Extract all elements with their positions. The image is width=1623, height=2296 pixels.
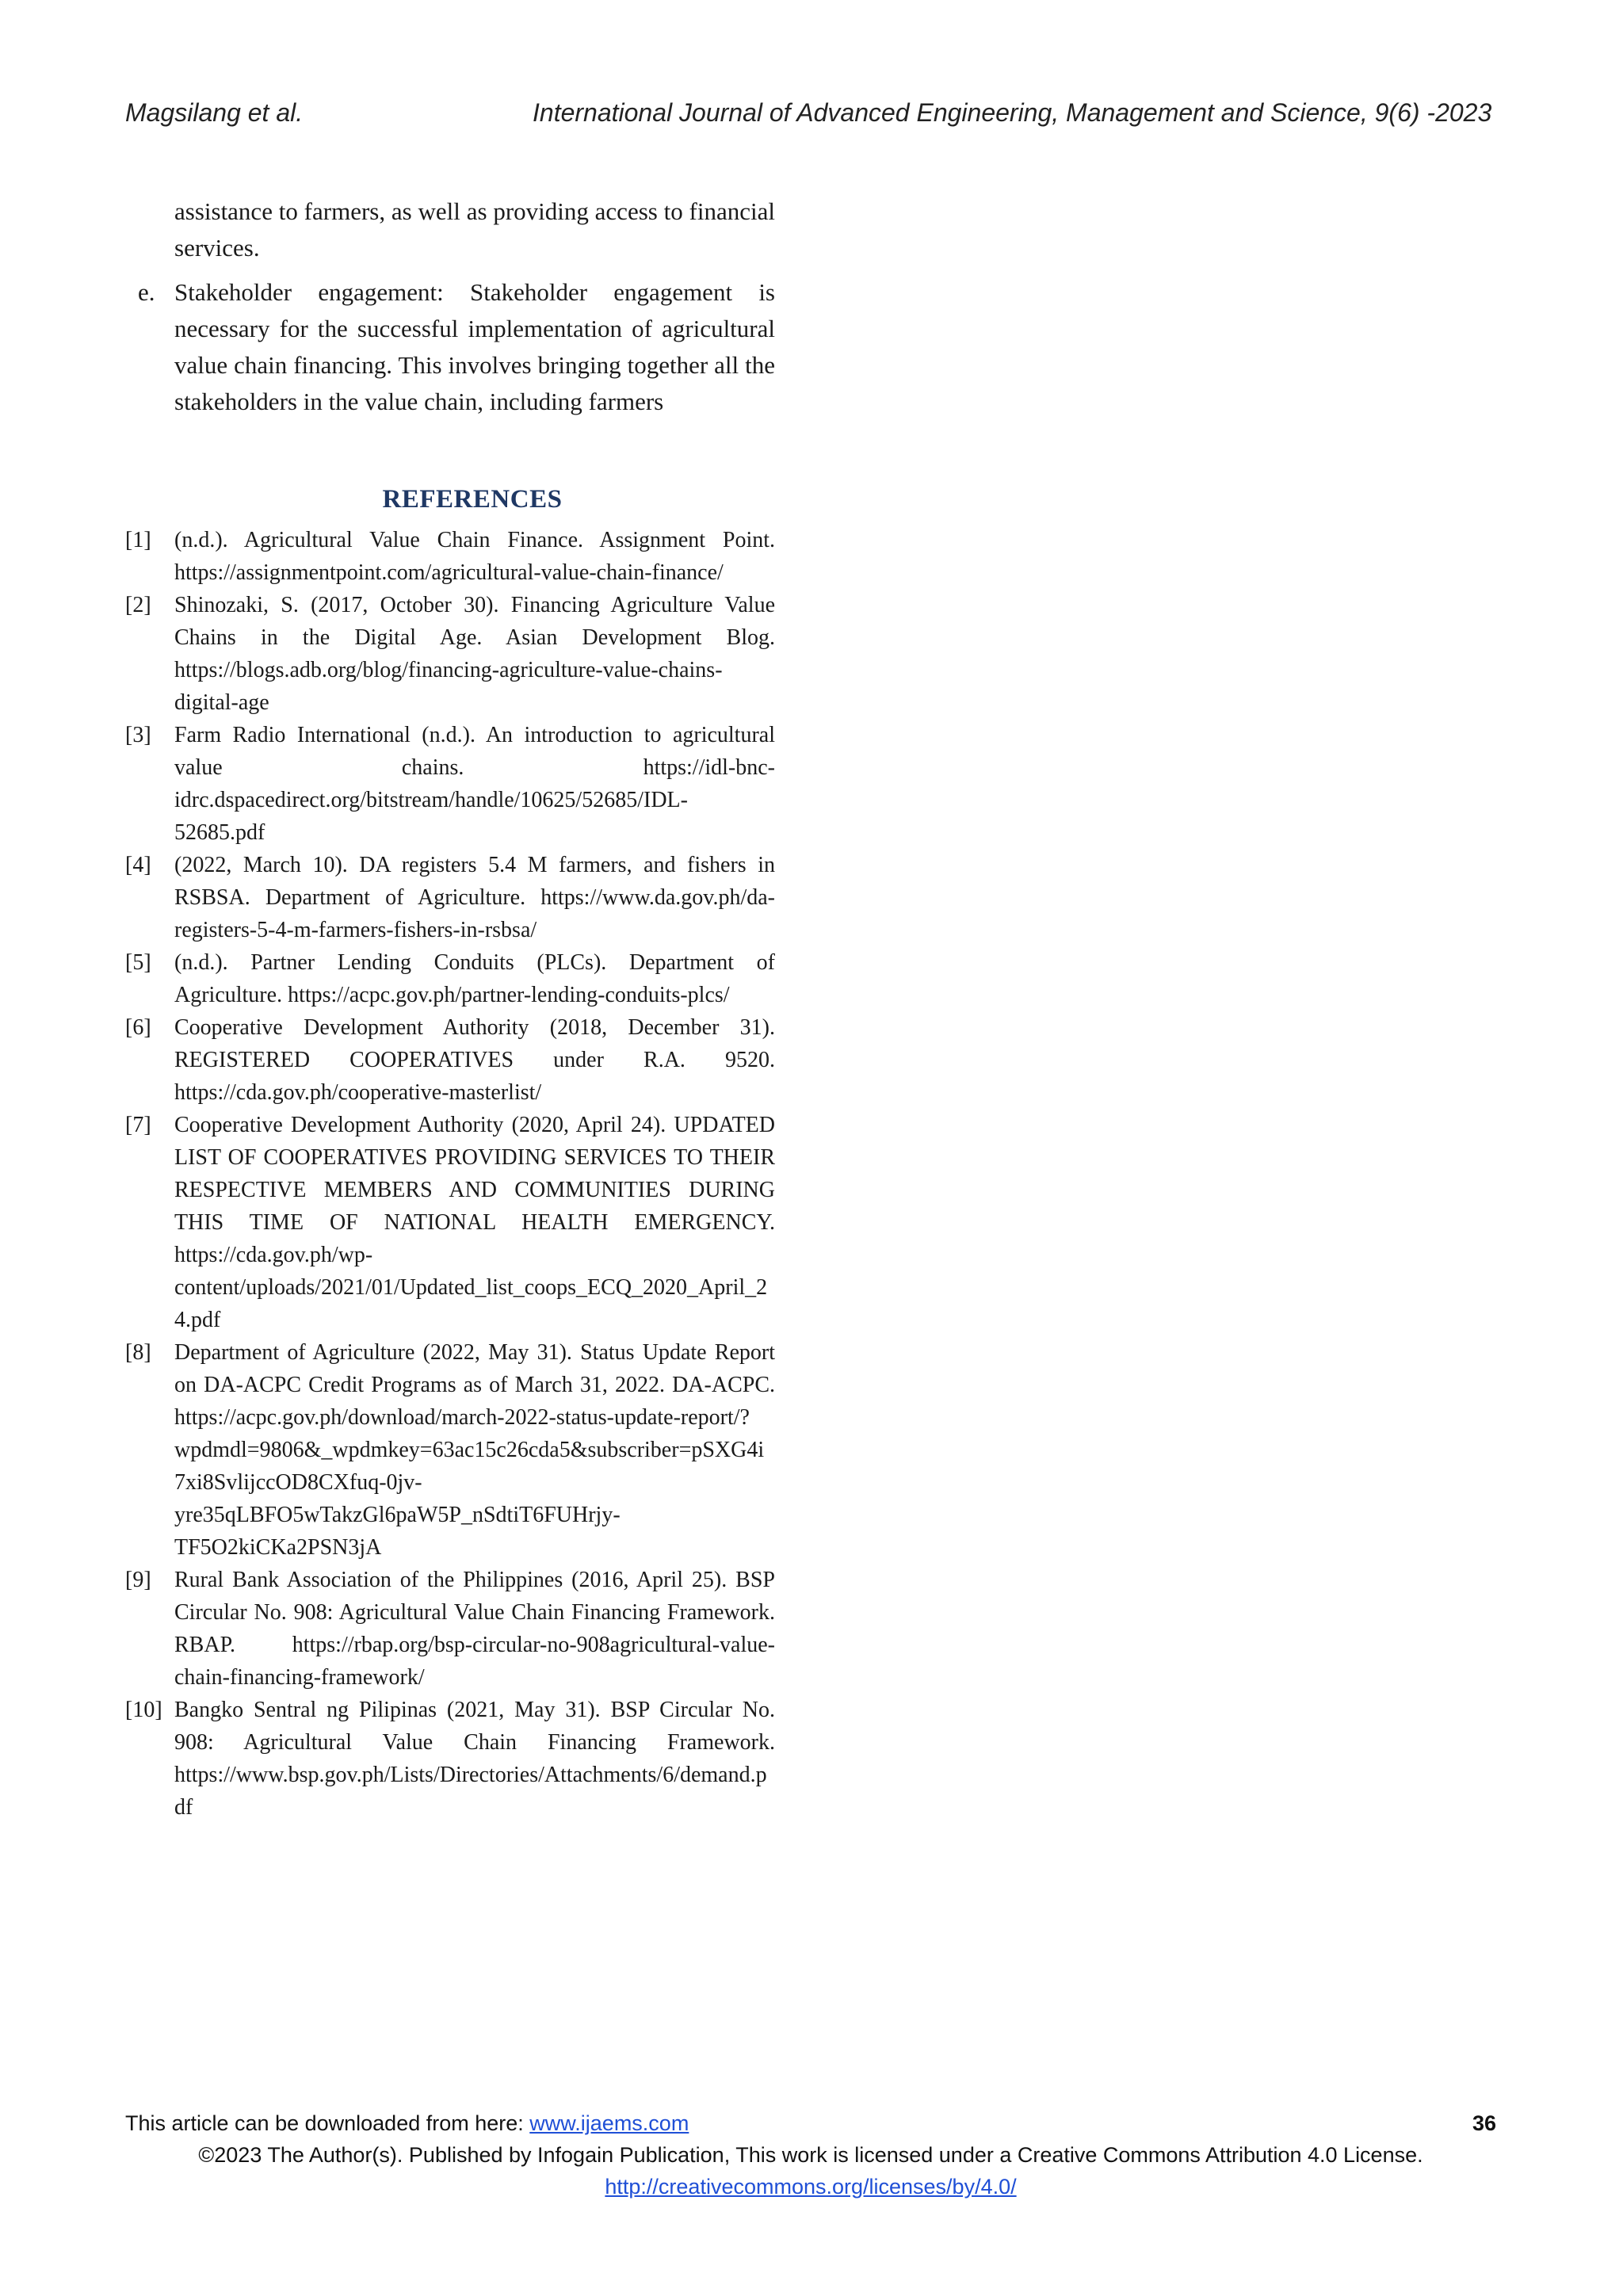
footer-download-line xyxy=(125,2111,1496,2136)
list-item-e xyxy=(125,274,775,420)
footer-license-text: ©2023 The Author(s). Published by Infogain Publication, This work is licensed under a Creative Commons Attribution 4.0 License. xyxy=(198,2143,1423,2167)
reference-text: (n.d.). Agricultural Value Chain Finance. Assignment Point. https://assignmentpoint.com/agricultural-value-chain-finance/ xyxy=(174,528,775,585)
reference-number: [3] xyxy=(125,723,151,747)
license-link[interactable]: http://creativecommons.org/licenses/by/4.0/ xyxy=(605,2175,1017,2199)
reference-item xyxy=(125,589,775,719)
list-item-text: Stakeholder engagement: Stakeholder engagement is necessary for the successful implementation of agricultural value chain financing. This involves bringing together all the stakeholders in the value chain, including farmers xyxy=(174,278,775,415)
reference-text: Bangko Sentral ng Pilipinas (2021, May 31). BSP Circular No. 908: Agricultural Value Chain Financing Framework. https://www.bsp.gov.ph/Lists/Directories/Attachments/6/demand.pdf xyxy=(174,1698,775,1820)
reference-text: Farm Radio International (n.d.). An introduction to agricultural value chains. https://idl-bnc-idrc.dspacedirect.org/bitstream/handle/10625/52685/IDL-52685.pdf xyxy=(174,723,775,845)
reference-number: [10] xyxy=(125,1698,162,1722)
running-header-author: Magsilang et al. xyxy=(125,98,304,127)
reference-item xyxy=(125,1109,775,1336)
page-number: 36 xyxy=(1472,2111,1496,2135)
reference-text: Cooperative Development Authority (2018, December 31). REGISTERED COOPERATIVES under R.A. 9520. https://cda.gov.ph/cooperative-masterlist/ xyxy=(174,1015,775,1105)
reference-number: [6] xyxy=(125,1015,151,1040)
journal-website-link[interactable]: www.ijaems.com xyxy=(529,2111,689,2135)
footer-license-line xyxy=(125,2175,1496,2199)
footer-download-text: This article can be downloaded from here: xyxy=(125,2111,530,2135)
reference-number: [2] xyxy=(125,593,151,617)
reference-item xyxy=(125,524,775,589)
reference-number: [9] xyxy=(125,1568,151,1592)
reference-text: (2022, March 10). DA registers 5.4 M farmers, and fishers in RSBSA. Department of Agriculture. https://www.da.gov.ph/da-registers-5-4-m-farmers-fishers-in-rsbsa/ xyxy=(174,853,775,942)
reference-number: [8] xyxy=(125,1340,151,1365)
reference-text: (n.d.). Partner Lending Conduits (PLCs). Department of Agriculture. https://acpc.gov.ph/partner-lending-conduits-plcs/ xyxy=(174,950,775,1007)
reference-number: [7] xyxy=(125,1113,151,1137)
reference-item xyxy=(125,849,775,946)
reference-item xyxy=(125,1564,775,1694)
reference-item xyxy=(125,1011,775,1109)
reference-number: [1] xyxy=(125,528,151,552)
list-marker: e. xyxy=(138,278,155,306)
left-column xyxy=(125,193,775,1824)
reference-text: Cooperative Development Authority (2020, April 24). UPDATED LIST OF COOPERATIVES PROVIDING SERVICES TO THEIR RESPECTIVE MEMBERS AND COMMUNITIES DURING THIS TIME OF NATIONAL HEALTH EMERGENCY. https://cda.gov.ph/wp-content/uploads/2021/01/Updated_list_coops_ECQ_2020_April_24.pdf xyxy=(174,1113,775,1332)
reference-item xyxy=(125,719,775,849)
running-header-journal: International Journal of Advanced Engineering, Management and Science, 9(6) -2023 xyxy=(533,98,1492,127)
reference-item xyxy=(125,1336,775,1564)
reference-text: Shinozaki, S. (2017, October 30). Financing Agriculture Value Chains in the Digital Age. Asian Development Blog. https://blogs.adb.org/blog/financing-agriculture-value-chains-digital-age xyxy=(174,593,775,715)
reference-number: [4] xyxy=(125,853,151,877)
reference-text: Department of Agriculture (2022, May 31). Status Update Report on DA-ACPC Credit Programs as of March 31, 2022. DA-ACPC. https://acpc.gov.ph/download/march-2022-status-update-report/?wpdmdl=9806&_wpdmkey=63ac15c26cda5&subscriber=pSXG4i7xi8SvlijccOD8CXfuq-0jv-yre35qLBFO5wTakzGl6paW5P_nSdtiT6FUHrjy-TF5O2kiCKa2PSN3jA xyxy=(174,1340,775,1560)
reference-item xyxy=(125,1694,775,1824)
reference-item xyxy=(125,946,775,1011)
reference-text: Rural Bank Association of the Philippines (2016, April 25). BSP Circular No. 908: Agricultural Value Chain Financing Framework. RBAP. https://rbap.org/bsp-circular-no-908agricultural-value-chain-financing-framework/ xyxy=(174,1568,775,1690)
reference-number: [5] xyxy=(125,950,151,975)
reference-list xyxy=(125,524,775,1824)
continued-paragraph: assistance to farmers, as well as providing access to financial services. xyxy=(174,197,775,262)
references-heading: REFERENCES xyxy=(382,485,563,514)
